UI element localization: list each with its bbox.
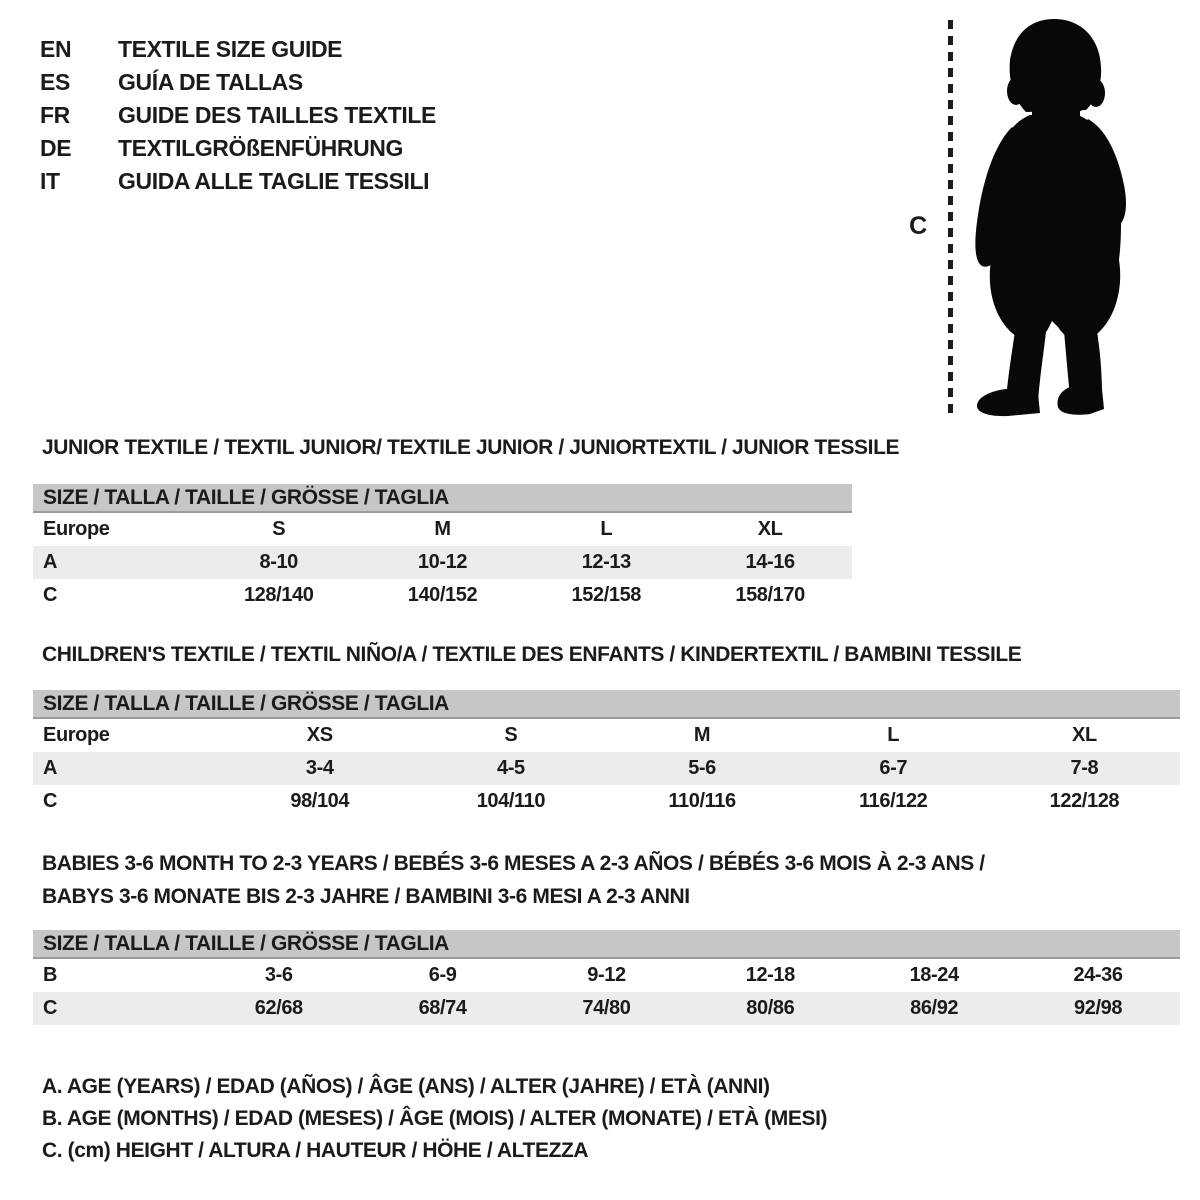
table-cell: 8-10 (259, 551, 298, 573)
table-cell: 122/128 (1049, 790, 1120, 812)
lang-label: GUIDE DES TAILLES TEXTILE (118, 102, 436, 128)
lang-label: GUIDA ALLE TAGLIE TESSILI (118, 168, 430, 194)
table-row (33, 513, 852, 546)
table-cell: L (887, 724, 900, 746)
table-cell: 92/98 (1074, 997, 1123, 1019)
table-cell: 12-13 (581, 551, 631, 573)
row-label-cell: Europe (43, 724, 110, 746)
table-cell: 158/170 (735, 584, 805, 606)
lang-code: DE (40, 135, 72, 161)
table-row (33, 752, 1180, 785)
table-cell: 110/116 (668, 790, 736, 812)
table-cell: XL (1072, 724, 1097, 746)
table-cell: 98/104 (290, 790, 350, 812)
table-row (33, 959, 1180, 992)
table-row (33, 785, 1180, 818)
table-cell: M (693, 724, 711, 746)
table-cell: 86/92 (910, 997, 959, 1019)
legend-line-c: C. (cm) HEIGHT / ALTURA / HAUTEUR / HÖHE / ALTEZZA (42, 1139, 589, 1162)
lang-code: FR (40, 102, 70, 128)
lang-code: EN (40, 36, 72, 62)
table-cell: 3-6 (264, 964, 293, 986)
legend-line-a: A. AGE (YEARS) / EDAD (AÑOS) / ÂGE (ANS) / ALTER (JAHRE) / ETÀ (ANNI) (42, 1075, 770, 1098)
row-label-cell: C (43, 584, 58, 606)
lang-label: TEXTILGRÖßENFÜHRUNG (118, 135, 403, 161)
table-cell: 9-12 (587, 964, 626, 986)
legend-line-b: B. AGE (MONTHS) / EDAD (MESES) / ÂGE (MOIS) / ALTER (MONATE) / ETÀ (MESI) (42, 1107, 828, 1130)
table-cell: 6-7 (879, 757, 908, 779)
row-label-cell: C (43, 997, 58, 1019)
lang-row-en (40, 33, 436, 66)
table-cell: 116/122 (859, 790, 928, 812)
table-cell: M (434, 518, 451, 540)
row-label-cell: A (43, 551, 58, 573)
lang-label: TEXTILE SIZE GUIDE (118, 36, 343, 62)
table-cell: 128/140 (243, 584, 314, 606)
table-cell: 18-24 (909, 964, 959, 986)
table-row (33, 546, 852, 579)
junior-section-title: JUNIOR TEXTILE / TEXTIL JUNIOR/ TEXTILE JUNIOR / JUNIORTEXTIL / JUNIOR TESSILE (42, 436, 900, 459)
size-header-band: SIZE / TALLA / TAILLE / GRÖSSE / TAGLIA (33, 484, 852, 513)
table-cell: 12-18 (745, 964, 795, 986)
babies-title-line-1: BABIES 3-6 MONTH TO 2-3 YEARS / BEBÉS 3-6 MESES A 2-3 AÑOS / BÉBÉS 3-6 MOIS À 2-3 ANS / (42, 852, 985, 875)
table-cell: S (272, 518, 286, 540)
row-label-cell: C (43, 790, 58, 812)
lang-row-es (40, 66, 436, 99)
table-cell: 4-5 (497, 757, 525, 779)
lang-row-de (40, 132, 436, 165)
junior-size-table (33, 484, 852, 612)
table-cell: 24-36 (1073, 964, 1123, 986)
children-size-table (33, 690, 1180, 818)
table-cell: S (504, 724, 518, 746)
table-cell: 74/80 (582, 997, 631, 1019)
lang-row-fr (40, 99, 436, 132)
table-cell: 7-8 (1070, 757, 1099, 779)
children-section-title: CHILDREN'S TEXTILE / TEXTIL NIÑO/A / TEXTILE DES ENFANTS / KINDERTEXTIL / BAMBINI TESSILE (42, 643, 1022, 666)
table-cell: 152/158 (571, 584, 642, 606)
table-row (33, 719, 1180, 752)
size-header-band: SIZE / TALLA / TAILLE / GRÖSSE / TAGLIA (33, 690, 1180, 719)
table-cell: 10-12 (417, 551, 468, 573)
lang-code: ES (40, 69, 70, 95)
table-cell: 6-9 (428, 964, 457, 986)
babies-section-title (42, 847, 985, 913)
row-label-cell: Europe (43, 518, 110, 540)
table-cell: XL (757, 518, 783, 540)
babies-size-table (33, 930, 1180, 1025)
row-label-cell: A (43, 757, 58, 779)
table-cell: 140/152 (407, 584, 478, 606)
table-cell: 3-4 (305, 757, 334, 779)
table-cell: 80/86 (746, 997, 795, 1019)
height-measure-label: C (909, 212, 927, 240)
table-row (33, 579, 852, 612)
language-title-list (40, 33, 436, 198)
table-cell: 68/74 (418, 997, 467, 1019)
lang-code: IT (40, 168, 60, 194)
table-cell: 62/68 (254, 997, 303, 1019)
toddler-silhouette-icon (960, 15, 1140, 420)
size-header-band: SIZE / TALLA / TAILLE / GRÖSSE / TAGLIA (33, 930, 1180, 959)
lang-row-it (40, 165, 436, 198)
row-label-cell: B (43, 964, 58, 986)
measure-legend (42, 1071, 827, 1167)
table-row (33, 992, 1180, 1025)
babies-title-line-2: BABYS 3-6 MONATE BIS 2-3 JAHRE / BAMBINI 3-6 MESI A 2-3 ANNI (42, 885, 690, 908)
height-dashed-line (948, 20, 953, 416)
table-cell: L (600, 518, 613, 540)
lang-label: GUÍA DE TALLAS (118, 69, 303, 95)
table-cell: 14-16 (745, 551, 795, 573)
table-cell: 5-6 (688, 757, 716, 779)
table-cell: XS (306, 724, 333, 746)
table-cell: 104/110 (476, 790, 546, 812)
